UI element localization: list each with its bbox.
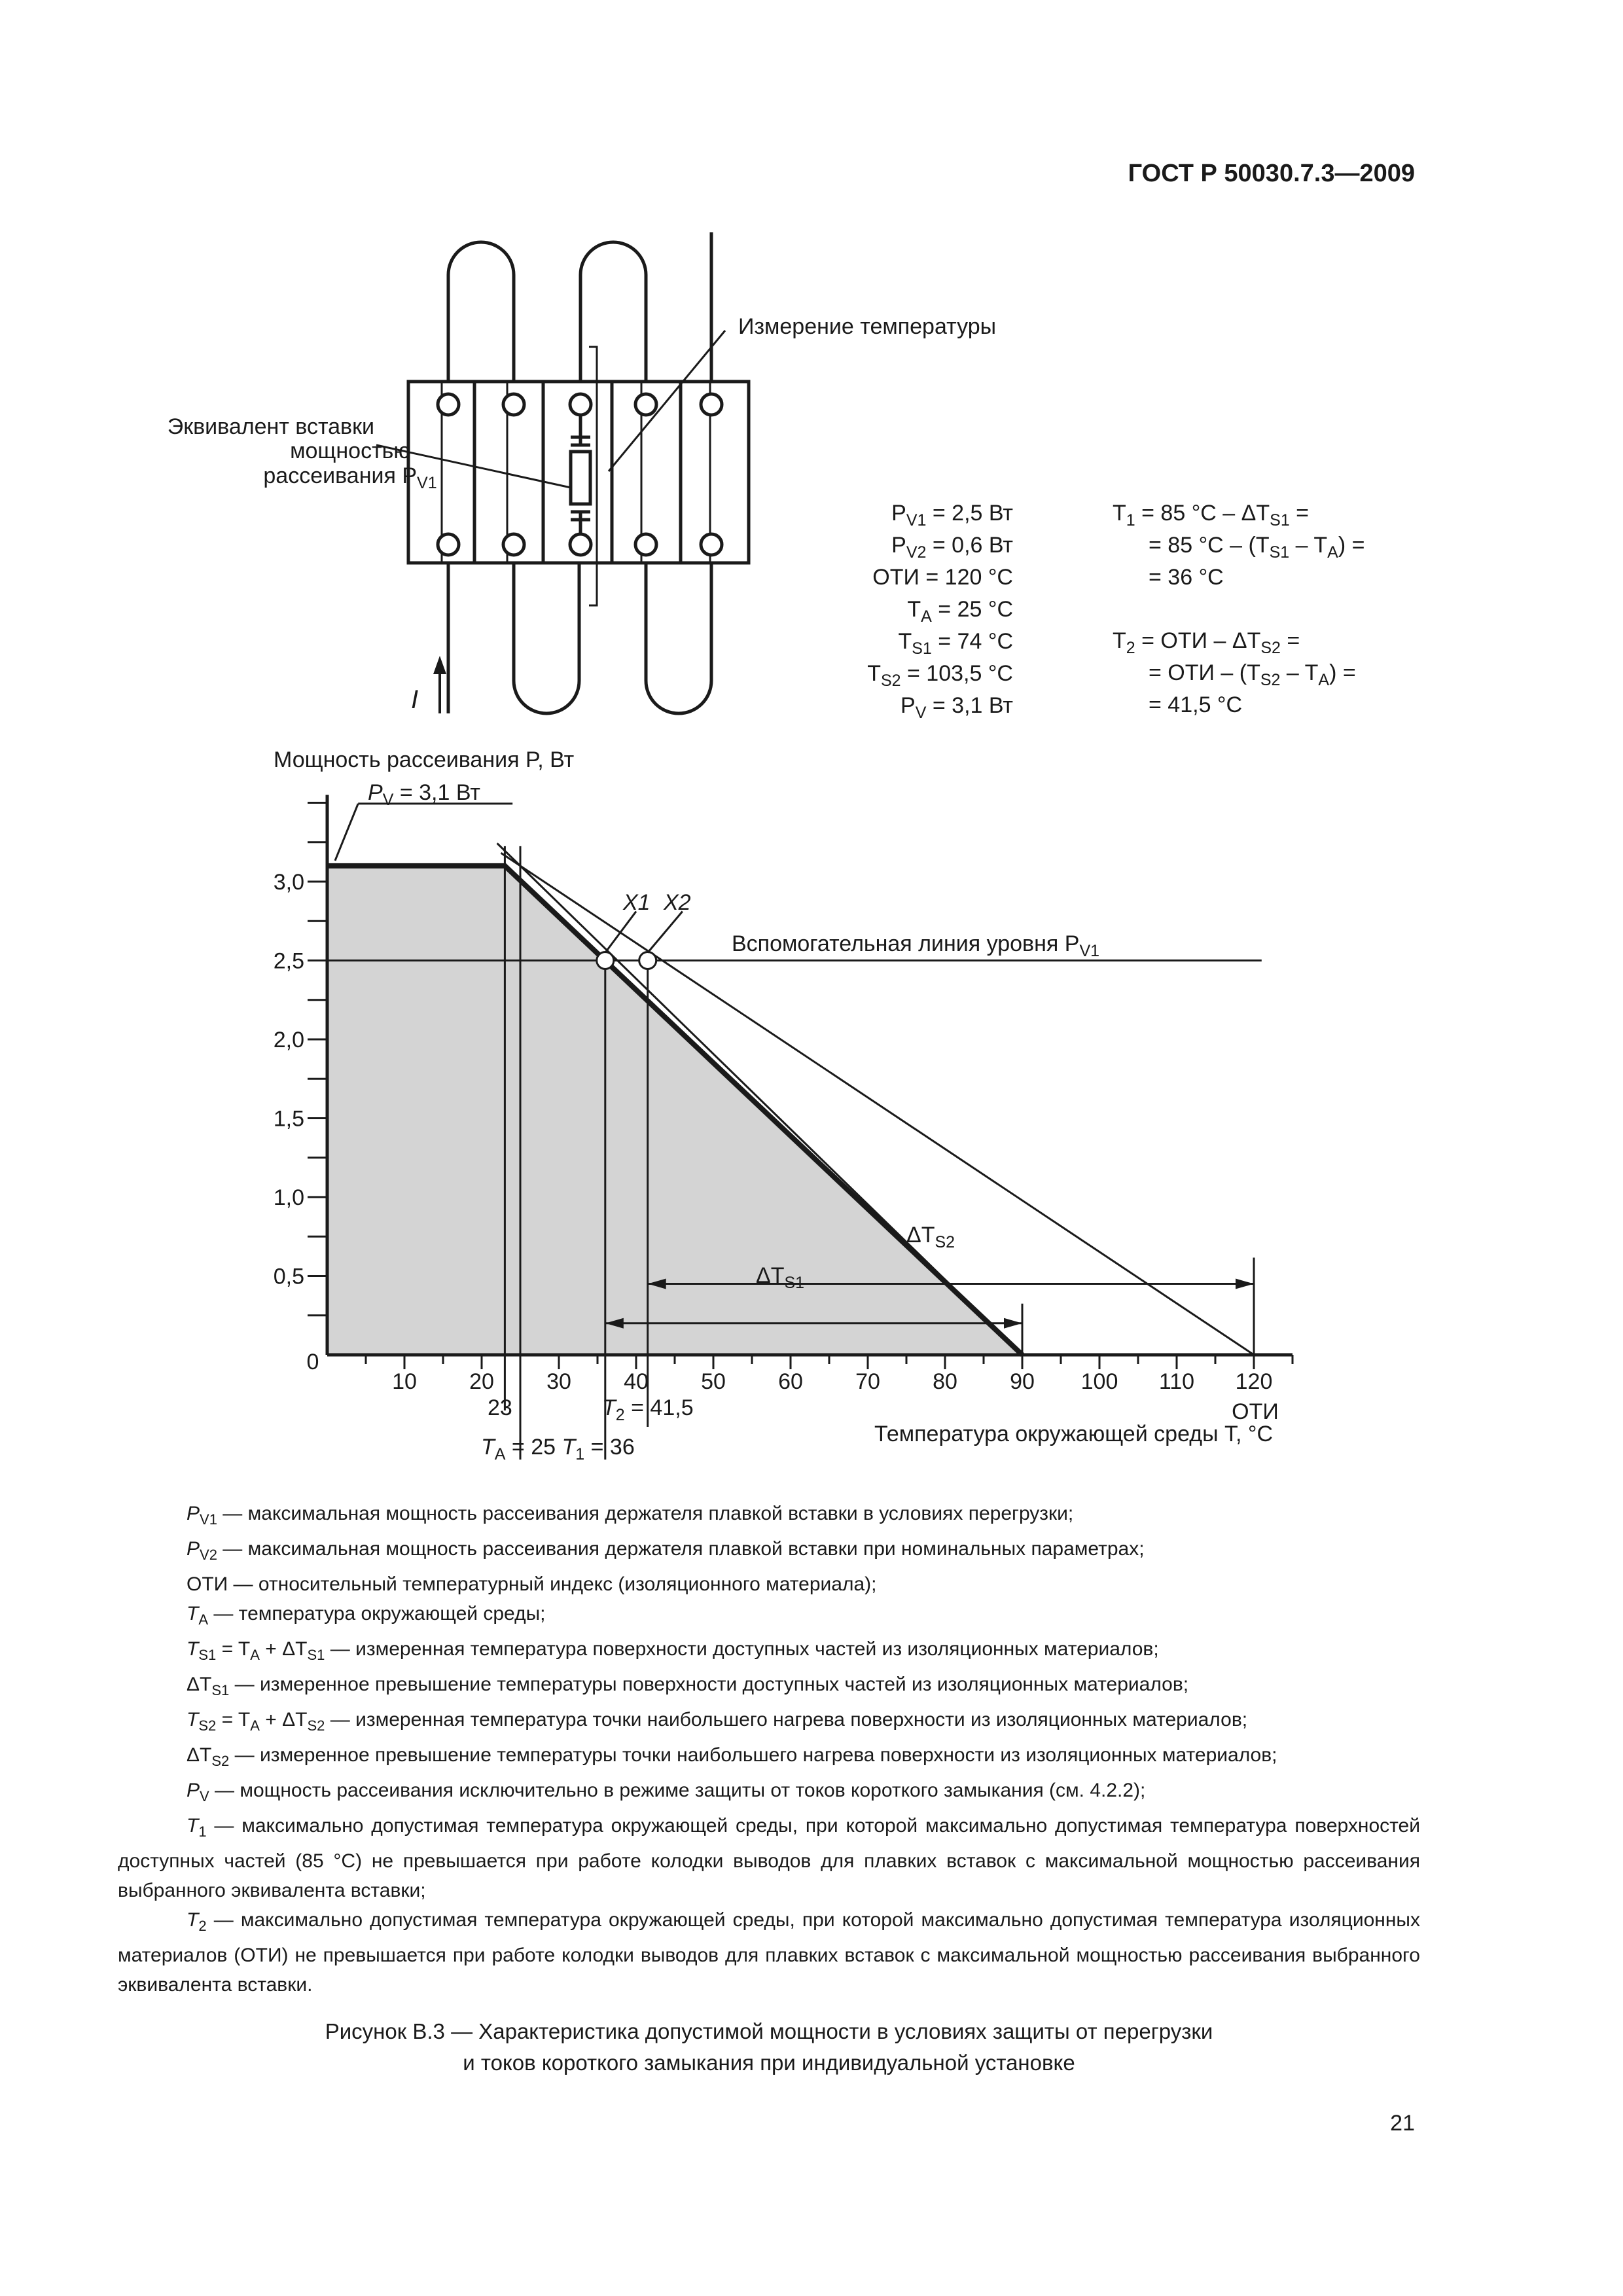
current-label: I <box>411 685 419 714</box>
svg-text:Эквивалент вставки: Эквивалент вставки <box>167 414 374 439</box>
power-derating-chart <box>274 795 1293 1460</box>
conductor-loop-top-1 <box>448 242 514 382</box>
caption-line-2: и токов короткого замыкания при индивидуальной установке <box>463 2051 1075 2075</box>
fuse-element <box>571 452 590 504</box>
zero-label: 0 <box>306 1350 319 1374</box>
x-tick-label: 60 <box>778 1369 803 1394</box>
x1-label: X1 <box>623 890 651 915</box>
legend-item: $\Delta T_{S1}$ — измеренное превышение температуры поверхности доступных частей из изоляционных материалов; <box>187 1674 1189 1698</box>
dts2-label: $\Delta T_{S2}$ <box>906 1223 955 1251</box>
param-line: $T_A = 25$ °С <box>907 597 1013 626</box>
formula-t1-c: = 36 °С <box>1149 565 1224 590</box>
x2-marker <box>639 952 656 969</box>
param-line: $T_{S2} = 103,5$ °С <box>867 661 1013 690</box>
x-tick-label: 70 <box>855 1369 880 1394</box>
formula-t2-b: = ОТИ – $(T_{S2} - T_A)$ = <box>1149 660 1356 689</box>
current-arrow <box>433 656 446 713</box>
dts1-dimension-head-right <box>1004 1318 1022 1329</box>
y-tick-label: 2,5 <box>273 948 304 974</box>
legend-item: $P_{V1}$ — максимальная мощность рассеивания держателя плавкой вставки в условиях перегрузки; <box>187 1503 1074 1528</box>
legend-item: $P_{V2}$ — максимальная мощность рассеивания держателя плавкой вставки при номинальных параметрах; <box>187 1538 1145 1563</box>
x2-leader <box>648 912 683 953</box>
pv-label: $P_V = 3,1$ Вт <box>368 780 480 809</box>
x1-leader <box>605 912 636 953</box>
legend-item: $T_1$ — максимально допустимая температура окружающей среды, при которой максимально допустимая температура поверхностей доступных частей (85 °С) не превышается при работе колодки выводов для плавких вставок с максимальной мощностью рассеивания выбранного эквивалента вставки; <box>118 1815 1420 1901</box>
legend-item: $\Delta T_{S2}$ — измеренное превышение температуры точки наибольшего нагрева поверхности из изоляционных материалов; <box>187 1744 1277 1769</box>
x-tick-label: 50 <box>701 1369 726 1394</box>
x-tick-label: 10 <box>392 1369 417 1394</box>
x-tick-label: 80 <box>933 1369 957 1394</box>
standard-header: ГОСТ Р 50030.7.3—2009 <box>1128 160 1415 187</box>
oti-label: ОТИ <box>1232 1399 1279 1424</box>
x-axis-label: Температура окружающей среды T, °С <box>874 1422 1273 1446</box>
terminal-block-diagram <box>376 232 749 713</box>
conductor-loop-bottom-2 <box>646 563 711 713</box>
parameter-list <box>867 501 1013 722</box>
dts1-label: $\Delta T_{S1}$ <box>756 1263 805 1292</box>
legend-item: $T_{S1} = T_A + \Delta T_{S1}$ — измеренная температура поверхности доступных частей из изоляционных материалов; <box>187 1638 1159 1663</box>
pv-leader <box>335 804 358 861</box>
formula-t2-c: = 41,5 °С <box>1149 692 1243 717</box>
y-tick-label: 0,5 <box>273 1264 304 1289</box>
formula-t2: $T_2$ = ОТИ – $\Delta T_{S2}$ = <box>1113 628 1300 657</box>
formula-t1-b: = 85 $^\circ С - (T_{S1} - T_A)$ = <box>1149 533 1365 562</box>
label-23: 23 <box>488 1395 512 1420</box>
x-tick-label: 20 <box>469 1369 494 1394</box>
label-ta-t1: $T_A = 25$ $T_1 = 36$ <box>481 1435 635 1463</box>
param-line: $P_{V1} = 2,5$ Вт <box>891 501 1013 529</box>
x-tick-label: 120 <box>1235 1369 1273 1394</box>
x2-label: X2 <box>664 890 691 915</box>
legend-item: $T_A$ — температура окружающей среды; <box>187 1603 546 1628</box>
legend-item: $T_{S2} = T_A + \Delta T_{S2}$ — измеренная температура точки наибольшего нагрева поверхности из изоляционных материалов; <box>187 1709 1248 1734</box>
formula-list <box>1113 501 1364 717</box>
x-tick-label: 30 <box>546 1369 571 1394</box>
legend-item: $P_V$ — мощность рассеивания исключительно в режиме защиты от токов короткого замыкания (см. 4.2.2); <box>187 1780 1146 1804</box>
legend-item: $T_2$ — максимально допустимая температура окружающей среды, при которой максимально допустимая температура изоляционных материалов (ОТИ) не превышается при работе колодки выводов для плавких вставок с максимальной мощностью рассеивания выбранного эквивалента вставки. <box>118 1909 1420 1996</box>
formula-t1: $T_1 = 85$ $^\circ С - \Delta T_{S1}$ = <box>1113 501 1310 529</box>
x-tick-label: 40 <box>624 1369 649 1394</box>
y-axis-label: Мощность рассеивания P, Вт <box>274 747 575 772</box>
conductor-loop-top-2 <box>580 242 646 382</box>
y-tick-label: 3,0 <box>273 870 304 895</box>
y-tick-label: 1,5 <box>273 1106 304 1132</box>
legend-item: ОТИ — относительный температурный индекс (изоляционного материала); <box>187 1573 877 1595</box>
legend-list <box>118 1499 1420 2000</box>
x-tick-label: 90 <box>1010 1369 1035 1394</box>
label-t2: $T_2 = 41,5$ <box>602 1395 694 1424</box>
dts2-dimension-head-right <box>1236 1279 1254 1289</box>
conductor-loop-bottom-1 <box>514 563 579 713</box>
x1-marker <box>597 952 614 969</box>
equiv-label <box>168 414 437 492</box>
caption-line-1: Рисунок В.3 — Характеристика допустимой мощности в условиях защиты от перегрузки <box>325 2019 1213 2043</box>
param-line: $P_{V2} = 0,6$ Вт <box>891 533 1013 562</box>
param-line: $T_{S1} = 74$ °С <box>898 629 1013 658</box>
svg-text:мощностью: мощностью <box>290 439 410 463</box>
y-tick-label: 1,0 <box>273 1185 304 1210</box>
measure-label: Измерение температуры <box>738 314 997 339</box>
x-tick-label: 100 <box>1080 1369 1118 1394</box>
y-tick-label: 2,0 <box>273 1028 304 1052</box>
param-line: ОТИ = 120 °С <box>872 565 1013 590</box>
svg-text:рассеивания PV1: рассеивания $P_{V1}$ <box>263 463 437 492</box>
figure-caption <box>118 2016 1420 2079</box>
page-number: 21 <box>1390 2111 1415 2136</box>
param-line: $P_V = 3,1$ Вт <box>901 693 1013 722</box>
x-tick-label: 110 <box>1158 1369 1195 1394</box>
aux-line-label: Вспомогательная линия уровня $P_{V1}$ <box>732 931 1100 960</box>
